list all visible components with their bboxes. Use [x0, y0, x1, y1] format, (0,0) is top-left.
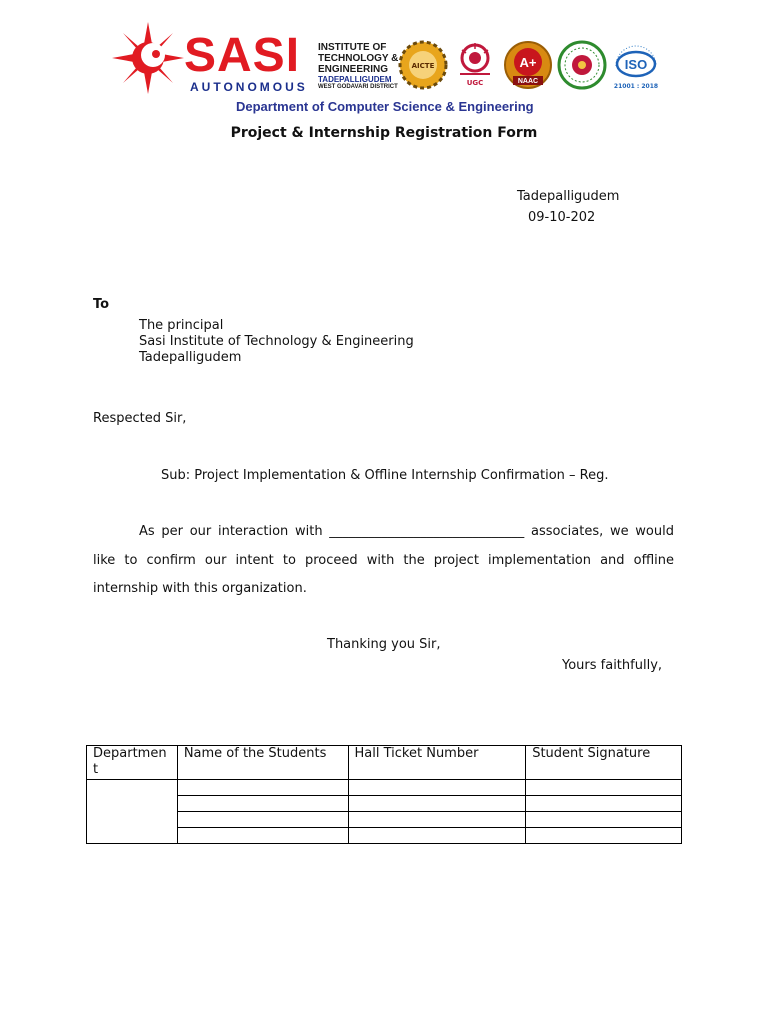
student-registration-table — [86, 745, 682, 844]
student-name-cell[interactable] — [177, 780, 348, 796]
signature-cell[interactable] — [526, 828, 682, 844]
student-name-cell[interactable] — [177, 796, 348, 812]
header-department: Departmen t — [87, 746, 178, 780]
student-name-cell[interactable] — [177, 828, 348, 844]
department-cell[interactable] — [87, 780, 178, 844]
body-paragraph: As per our interaction with ______________________________ associates, we would like to confirm our intent to proceed with the project implementation and offline internship with this organization. — [93, 524, 674, 596]
subject-line: Sub: Project Implementation & Offline Internship Confirmation – Reg. — [161, 468, 609, 483]
iso-number-text: 21001 : 2018 — [613, 83, 659, 90]
to-label: To — [93, 297, 110, 312]
institute-location: TADEPALLIGUDEM — [318, 75, 392, 84]
address-line-3: Tadepalligudem — [139, 350, 242, 365]
aicte-badge-icon — [398, 40, 448, 90]
header-student-name: Name of the Students — [177, 746, 348, 780]
institute-line-2: TECHNOLOGY & — [318, 53, 399, 64]
address-line-2: Sasi Institute of Technology & Engineering — [139, 334, 414, 349]
sasi-logo-word: SASI — [184, 29, 301, 82]
iso-badge-text: ISO — [624, 57, 648, 72]
department-title: Department of Computer Science & Engineering — [236, 99, 534, 114]
sasi-sun-logo-icon — [112, 22, 184, 94]
address-line-1: The principal — [139, 318, 224, 333]
signature-cell[interactable] — [526, 780, 682, 796]
university-seal-icon — [557, 40, 607, 90]
institute-line-1: INSTITUTE OF — [318, 42, 387, 53]
institute-name-block — [318, 42, 398, 91]
iso-badge-icon — [610, 40, 662, 92]
header-signature: Student Signature — [526, 746, 682, 780]
student-name-cell[interactable] — [177, 812, 348, 828]
place-text: Tadepalligudem — [517, 189, 620, 204]
institute-line-3: ENGINEERING — [318, 64, 389, 75]
naac-badge-icon — [503, 40, 553, 90]
hall-ticket-cell[interactable] — [348, 796, 526, 812]
naac-grade-text: A+ — [519, 55, 537, 70]
naac-badge-text: NAAC — [517, 78, 539, 85]
hall-ticket-cell[interactable] — [348, 780, 526, 796]
signature-cell[interactable] — [526, 812, 682, 828]
thanking-line: Thanking you Sir, — [327, 637, 441, 652]
aicte-badge-text: AICTE — [411, 62, 435, 70]
salutation: Respected Sir, — [93, 411, 187, 426]
ugc-badge-text: UGC — [466, 79, 484, 87]
signature-cell[interactable] — [526, 796, 682, 812]
ugc-emblem-icon — [450, 40, 500, 90]
date-text: 09-10-202 — [528, 210, 596, 225]
form-title: Project & Internship Registration Form — [230, 125, 538, 141]
hall-ticket-cell[interactable] — [348, 812, 526, 828]
institute-district: WEST GODAVARI DISTRICT — [318, 84, 398, 90]
table-header-row — [87, 746, 682, 780]
closing-line: Yours faithfully, — [562, 658, 663, 673]
header-hall-ticket: Hall Ticket Number — [348, 746, 526, 780]
hall-ticket-cell[interactable] — [348, 828, 526, 844]
table-row — [87, 780, 682, 796]
recipient-address — [139, 318, 414, 366]
autonomous-label: AUTONOMOUS — [190, 80, 308, 94]
